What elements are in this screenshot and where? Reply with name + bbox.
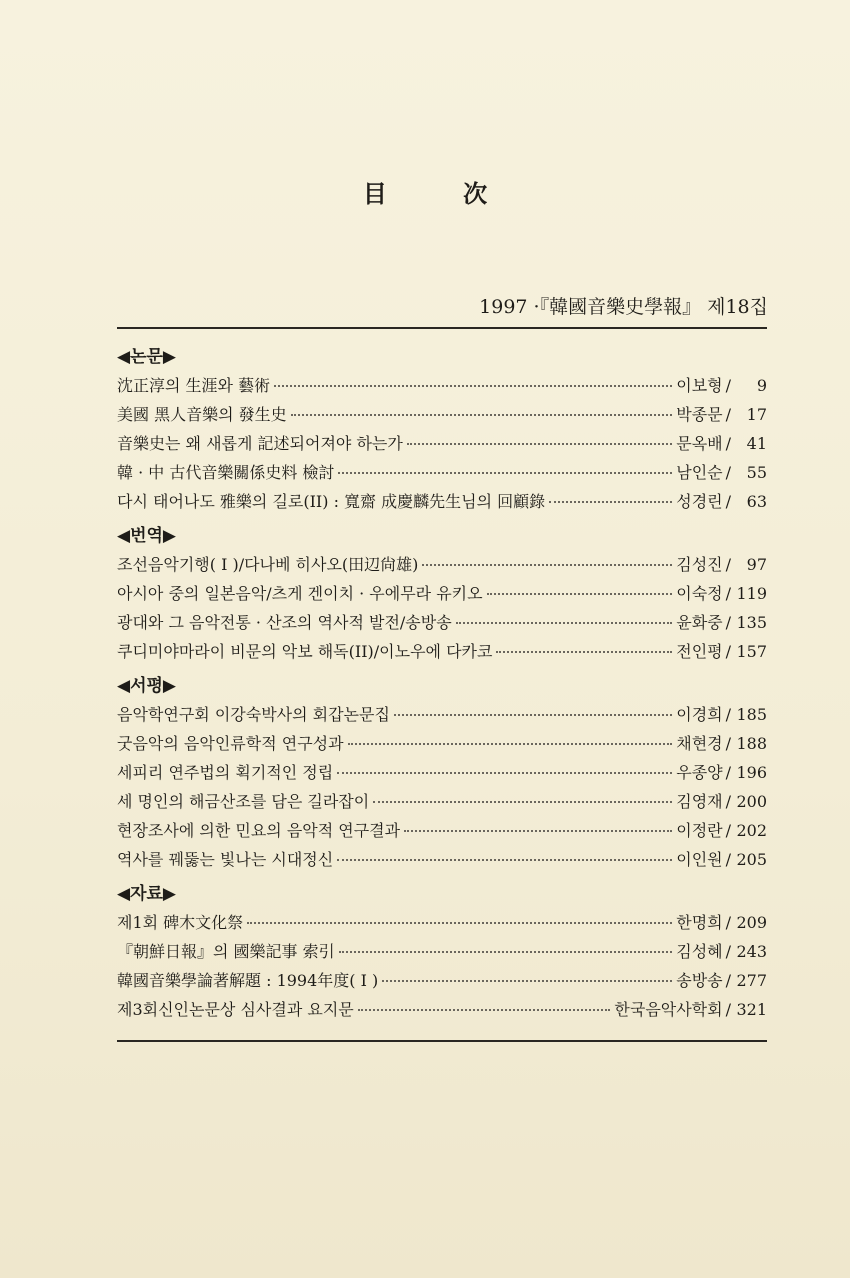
entry-page: 157 [736,642,767,661]
entry-author-page [676,729,767,758]
separator: / [725,763,731,782]
dot-leader [291,414,673,416]
toc-entry [117,458,767,487]
entry-author-page [676,429,767,458]
dot-leader [394,714,672,716]
dot-leader [404,830,672,832]
section-gap [117,666,767,673]
section-gap [117,516,767,523]
toc-entry [117,758,767,787]
toc-entry [117,995,767,1024]
entry-title: 조선음악기행( I )/다나베 히사오(田辺尙雄) [117,555,419,574]
toc-section [117,523,767,666]
section-heading: ◀번역▶ [117,526,176,546]
toc-entry [117,729,767,758]
separator: / [725,613,731,632]
separator: / [725,705,731,724]
dot-leader [487,593,673,595]
entry-author-page [676,371,767,400]
toc-entry [117,816,767,845]
separator: / [725,642,731,661]
entry-page: 188 [736,734,767,753]
separator: / [725,971,731,990]
section-heading: ◀논문▶ [117,347,176,367]
entry-author-page [676,608,767,637]
dot-leader [274,385,672,387]
bottom-rule [117,1040,767,1042]
entry-page: 209 [736,913,767,932]
entry-author-page [676,400,767,429]
entry-author: 이숙정 [676,584,723,603]
entry-page: 9 [756,376,767,395]
entry-page: 185 [736,705,767,724]
toc-entry [117,700,767,729]
top-rule [117,327,767,329]
separator: / [725,792,731,811]
separator: / [725,1000,731,1019]
dot-leader [373,801,672,803]
entry-author-page [676,787,767,816]
entry-author-page [614,995,767,1024]
dot-leader [549,501,672,503]
dot-leader [247,922,672,924]
separator: / [725,555,731,574]
entry-page: 41 [746,434,767,453]
toc-entry [117,429,767,458]
toc-entry [117,908,767,937]
toc-entry [117,400,767,429]
separator: / [725,584,731,603]
separator: / [725,821,731,840]
entry-page: 17 [746,405,767,424]
dot-leader [496,651,672,653]
separator: / [725,913,731,932]
entry-author: 한국음악사학회 [614,1000,723,1019]
entry-author: 이정란 [676,821,723,840]
entry-title: 韓國音樂學論著解題 : 1994年度( I ) [117,971,379,990]
toc-entry [117,787,767,816]
separator: / [725,850,731,869]
dot-leader [339,951,673,953]
separator: / [725,434,731,453]
entry-author: 이경희 [676,705,723,724]
separator: / [725,734,731,753]
entry-title: 제1회 碑木文化祭 [117,913,244,932]
entry-author: 박종문 [676,405,723,424]
separator: / [725,376,731,395]
toc-section [117,881,767,1024]
toc-section [117,344,767,516]
entry-page: 196 [736,763,767,782]
toc-entry [117,487,767,516]
entry-page: 97 [746,555,767,574]
entry-page: 55 [746,463,767,482]
entry-title: 다시 태어나도 雅樂의 길로(II) : 寬齋 成慶麟先生님의 回顧錄 [117,492,546,511]
dot-leader [422,564,672,566]
entry-author: 성경린 [676,492,723,511]
entry-author: 남인순 [676,463,723,482]
toc-entry [117,608,767,637]
toc-entry [117,550,767,579]
entry-author-page [676,937,767,966]
separator: / [725,492,731,511]
entry-author-page [676,700,767,729]
entry-title: 광대와 그 음악전통 · 산조의 역사적 발전/송방송 [117,613,452,632]
entry-author: 이보형 [676,376,723,395]
entry-author: 윤화중 [676,613,723,632]
entry-author-page [676,758,767,787]
entry-title: 『朝鮮日報』의 國樂記事 索引 [117,942,335,961]
entry-page: 200 [736,792,767,811]
entry-author-page [676,579,767,608]
entry-author-page [676,637,767,666]
entry-author: 김영재 [676,792,723,811]
entry-author-page [676,845,767,874]
dot-leader [338,472,672,474]
issue-info: 1997 ·『韓國音樂史學報』 제18집 [479,296,768,318]
dot-leader [358,1009,611,1011]
entry-author: 전인평 [676,642,723,661]
entry-page: 321 [736,1000,767,1019]
entry-page: 63 [746,492,767,511]
entry-page: 277 [736,971,767,990]
dot-leader [382,980,672,982]
dot-leader [407,443,672,445]
entry-title: 쿠디미야마라이 비문의 악보 해독(II)/이노우에 다카코 [117,642,493,661]
entry-title: 沈正淳의 生涯와 藝術 [117,376,271,395]
entry-author-page [676,487,767,516]
entry-author-page [676,816,767,845]
entry-author: 이인원 [676,850,723,869]
separator: / [725,942,731,961]
separator: / [725,463,731,482]
entry-title: 현장조사에 의한 민요의 음악적 연구결과 [117,821,401,840]
entry-title: 음악학연구회 이강숙박사의 회갑논문집 [117,705,390,724]
entry-author-page [676,550,767,579]
entry-author: 문옥배 [676,434,723,453]
entry-author: 우종양 [676,763,723,782]
toc-entry [117,845,767,874]
section-heading: ◀서평▶ [117,676,176,696]
toc-section [117,673,767,874]
toc-entry [117,937,767,966]
toc-entry [117,371,767,400]
entry-author-page [676,908,767,937]
entry-page: 119 [736,584,767,603]
dot-leader [348,743,673,745]
entry-title: 아시아 중의 일본음악/츠게 겐이치 · 우에무라 유키오 [117,584,483,603]
entry-author-page [676,458,767,487]
entry-page: 243 [736,942,767,961]
entry-title: 韓 · 中 古代音樂關係史料 檢討 [117,463,335,482]
entry-page: 205 [736,850,767,869]
dot-leader [337,772,672,774]
entry-title: 역사를 꿰뚫는 빛나는 시대정신 [117,850,334,869]
entry-title: 세피리 연주법의 획기적인 정립 [117,763,334,782]
entry-author: 채현경 [676,734,723,753]
entry-author: 한명희 [676,913,723,932]
toc-entry [117,637,767,666]
entry-author: 김성혜 [676,942,723,961]
entry-author: 송방송 [676,971,723,990]
entry-title: 音樂史는 왜 새롭게 記述되어져야 하는가 [117,434,403,453]
toc-entry [117,579,767,608]
entry-title: 굿음악의 음악인류학적 연구성과 [117,734,344,753]
entry-author: 김성진 [676,555,723,574]
entry-author-page [676,966,767,995]
entry-title: 제3회신인논문상 심사결과 요지문 [117,1000,354,1019]
table-of-contents [117,344,767,1024]
entry-title: 세 명인의 해금산조를 담은 길라잡이 [117,792,370,811]
page-title: 目 次 [362,179,522,208]
entry-page: 202 [736,821,767,840]
entry-page: 135 [736,613,767,632]
separator: / [725,405,731,424]
dot-leader [337,859,672,861]
entry-title: 美國 黑人音樂의 發生史 [117,405,287,424]
toc-entry [117,966,767,995]
dot-leader [456,622,673,624]
section-heading: ◀자료▶ [117,884,176,904]
section-gap [117,874,767,881]
